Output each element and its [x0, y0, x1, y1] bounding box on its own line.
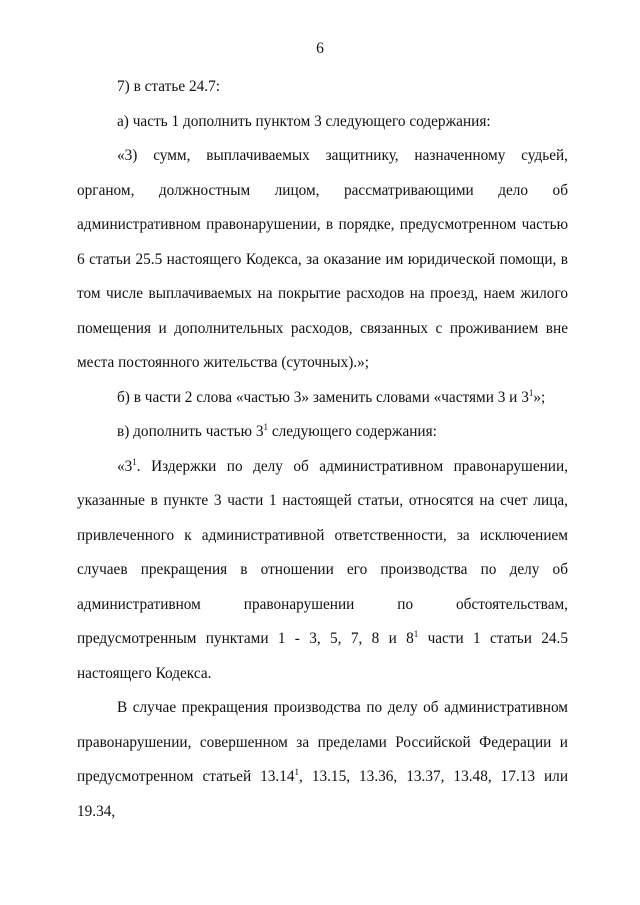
paragraph-item-7 [77, 70, 568, 105]
superscript: 1 [294, 767, 300, 777]
paragraph-text: . Издержки по делу об административном правонарушении, указанные в пункте 3 части 1 настоящей статьи, относятся на счет лица, привлеченного к административной ответственности, за исключением случаев прекращения в отношении его производства по делу об административном правонарушении по обстоятельствам, предусмотренным пунктами 1 - 3, 5, 7, 8 и 8 [77, 457, 568, 647]
paragraph-text: следующего содержания: [268, 423, 437, 440]
paragraph-text: «3 [117, 457, 133, 475]
paragraph-subitem-v [77, 415, 568, 450]
paragraph-text: В случае прекращения производства по делу об административном правонарушении, совершенном за пределами Российской Федерации и предусмотренном статьей 13.14 [77, 699, 568, 785]
paragraph-subitem-b [77, 381, 568, 416]
paragraph-text: 7) в статье 24.7: [117, 78, 220, 95]
superscript: 1 [132, 456, 137, 467]
superscript: 1 [528, 387, 534, 398]
paragraph-quote-item-3 [77, 139, 568, 381]
paragraph-text: «3) сумм, выплачиваемых защитнику, назначенному судьей, органом, должностным лицом, рассматривающими дело об административном правонарушении, в порядке, предусмотренном частью 6 статьи 25.5 настоящего Кодекса, за оказание им юридической помощи, в том числе выплачиваемых на покрытие расходов на проезд, наем жилого помещения и дополнительных расходов, связанных с проживанием вне места постоянного жительства (суточных).»; [77, 147, 568, 371]
paragraph-termination-case [77, 691, 568, 829]
paragraph-text: а) часть 1 дополнить пунктом 3 следующего содержания: [117, 112, 491, 130]
paragraph-quote-part-3-1 [77, 450, 568, 692]
paragraph-text: части 1 статьи 24.5 настоящего Кодекса. [77, 630, 569, 682]
paragraph-text: б) в части 2 слова «частью 3» заменить словами «частями 3 и 3 [117, 388, 529, 406]
document-body [77, 70, 568, 829]
paragraph-text: , 13.15, 13.36, 13.37, 13.48, 17.13 или 19.34, [77, 768, 569, 820]
superscript: 1 [413, 629, 419, 639]
paragraph-text: в) дополнить частью 3 [117, 423, 264, 440]
paragraph-text: »; [533, 388, 546, 406]
page-number: 6 [316, 40, 324, 57]
paragraph-subitem-a [77, 105, 568, 140]
superscript: 1 [263, 422, 269, 432]
